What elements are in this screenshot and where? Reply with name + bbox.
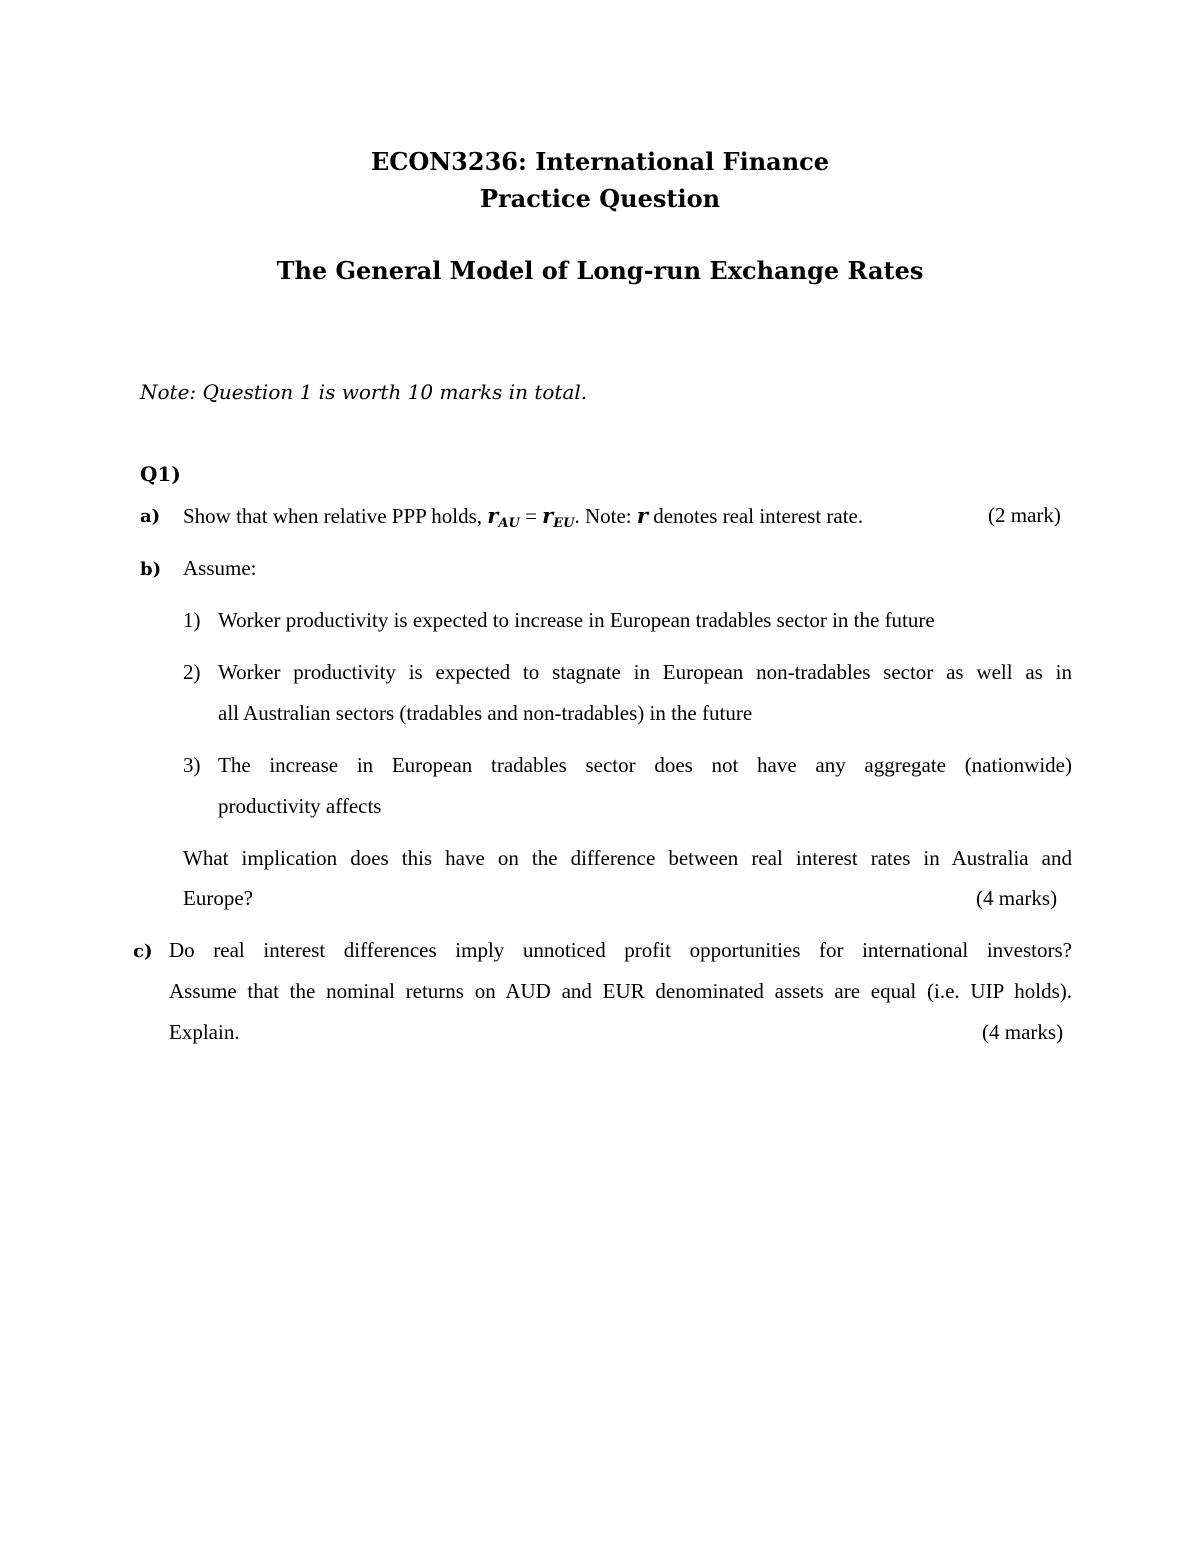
list-item-number: 1)	[183, 608, 201, 632]
math-r: r	[636, 503, 648, 528]
part-a-text-after: denotes real interest rate.	[647, 504, 864, 528]
part-b-intro: Assume:	[183, 556, 257, 580]
list-item-number: 2)	[183, 660, 201, 684]
part-a-text-mid: . Note:	[574, 504, 637, 528]
math-r-eu: $r_{EU}$	[542, 503, 575, 531]
list-item-text: Worker productivity is expected to stagnate in European non-tradables sector as well as in	[218, 660, 1072, 684]
part-b-question-continued: Europe?	[183, 886, 253, 910]
part-c-text: Do real interest differences imply unnoticed profit opportunities for international investors?	[169, 938, 1072, 962]
part-c-text-continued: Assume that the nominal returns on AUD and EUR denominated assets are equal (i.e. UIP holds).	[169, 979, 1072, 1003]
part-b-marks: (4 marks)	[976, 886, 1058, 910]
math-equals: =	[519, 504, 543, 528]
marks-note: Note: Question 1 is worth 10 marks in total.	[140, 380, 588, 404]
topic-title: The General Model of Long-run Exchange Rates	[276, 256, 924, 285]
list-item-text-continued: all Australian sectors (tradables and non-tradables) in the future	[218, 701, 753, 725]
question-label: Q1)	[140, 462, 181, 486]
math-r-au: $r_{AU}$	[487, 503, 520, 531]
part-b-question: What implication does this have on the difference between real interest rates in Australia and	[183, 846, 1072, 870]
part-c-text-end: Explain.	[169, 1020, 240, 1044]
part-a-text-before: Show that when relative PPP holds,	[183, 504, 488, 528]
part-c-marks: (4 marks)	[982, 1020, 1064, 1044]
part-a-text	[183, 503, 863, 531]
part-c-label: c)	[133, 941, 153, 962]
part-a-label: a)	[140, 506, 161, 527]
part-b-label: b)	[140, 559, 162, 580]
list-item-text: Worker productivity is expected to increase in European tradables sector in the future	[218, 608, 935, 632]
document-subtitle: Practice Question	[479, 184, 721, 213]
part-a-marks: (2 mark)	[988, 503, 1061, 527]
list-item-number: 3)	[183, 753, 201, 777]
list-item-text-continued: productivity affects	[218, 794, 382, 818]
list-item-text: The increase in European tradables sector does not have any aggregate (nationwide)	[218, 753, 1072, 777]
course-title: ECON3236: International Finance	[370, 147, 830, 176]
